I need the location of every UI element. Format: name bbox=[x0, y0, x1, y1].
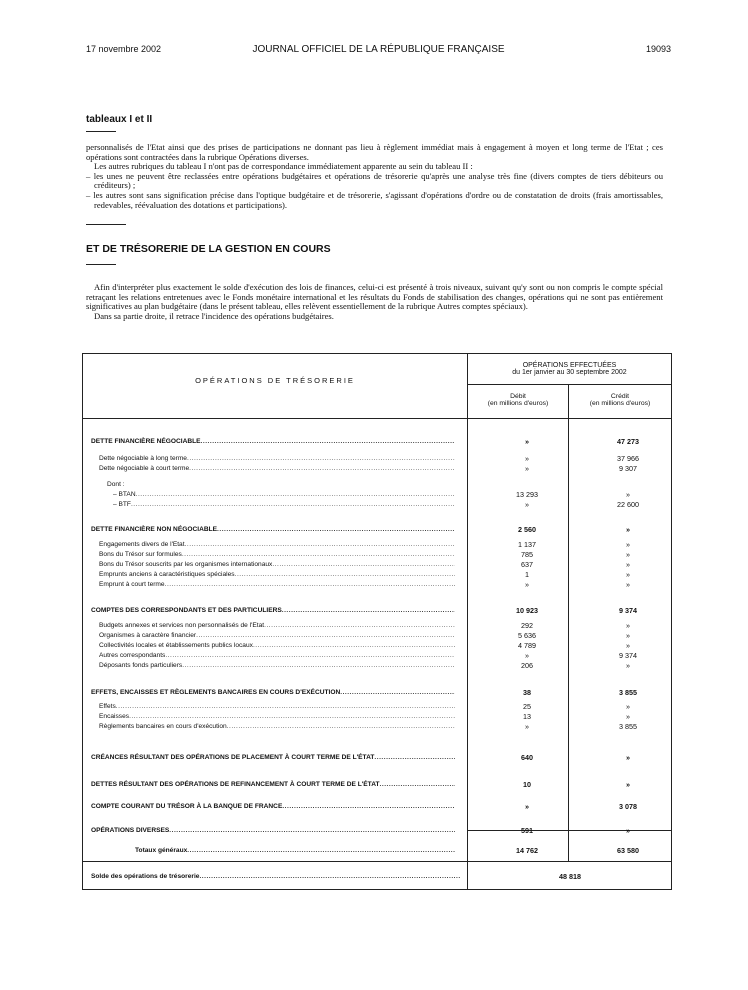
row-debit: » bbox=[525, 802, 529, 811]
row-credit: 9 307 bbox=[619, 464, 637, 473]
row-label: CRÉANCES RÉSULTANT DES OPÉRATIONS DE PLACEMENT À COURT TERME DE L'ÉTAT ..... bbox=[91, 753, 455, 763]
table-row bbox=[83, 802, 671, 812]
row-debit: 10 923 bbox=[516, 606, 538, 615]
row-credit: 37 966 bbox=[617, 454, 639, 463]
row-debit: 206 bbox=[521, 661, 533, 670]
treasury-operations-table bbox=[82, 353, 672, 890]
table-row bbox=[83, 480, 671, 490]
table-row bbox=[83, 688, 671, 698]
column-header-credit bbox=[569, 393, 671, 407]
row-credit: » bbox=[626, 560, 630, 569]
row-label: OPÉRATIONS DIVERSES ..... bbox=[91, 826, 455, 836]
solde-label: Solde des opérations de trésorerie ..... bbox=[91, 872, 461, 882]
title-underline bbox=[86, 131, 116, 132]
section1-text bbox=[86, 143, 663, 210]
row-label: Emprunts anciens à caractéristiques spéciales ..... bbox=[99, 570, 455, 580]
section1-paragraph: Les autres rubriques du tableau I n'ont pas de correspondance immédiatement apparente au sein du tableau II : bbox=[94, 161, 473, 172]
table-row bbox=[83, 780, 671, 790]
row-debit: 13 293 bbox=[516, 490, 538, 499]
row-debit: 785 bbox=[521, 550, 533, 559]
section1-bullet: – les autres sont sans signification précise dans l'optique budgétaire et de trésorerie, s'agissant d'opérations d'ordre ou de constatation de droits (frais amortissables, redevables, réévaluation des dotations et participations). bbox=[86, 189, 663, 210]
row-debit: » bbox=[525, 722, 529, 731]
column-header-line: (en millions d'euros) bbox=[487, 400, 549, 407]
row-debit: 2 560 bbox=[518, 525, 536, 534]
header-date: 17 novembre 2002 bbox=[86, 44, 162, 54]
row-debit: 1 bbox=[525, 570, 529, 579]
row-label: DETTES RÉSULTANT DES OPÉRATIONS DE REFINANCEMENT À COURT TERME DE L'ÉTAT ..... bbox=[91, 780, 455, 790]
table-row bbox=[83, 490, 671, 500]
row-label: Encaisses ..... bbox=[99, 712, 455, 722]
table-row bbox=[83, 437, 671, 447]
section2-paragraph: Dans sa partie droite, il retrace l'incidence des opérations budgétaires. bbox=[94, 310, 334, 321]
row-label: Budgets annexes et services non personnalisés de l'Etat ..... bbox=[99, 621, 455, 631]
header-page-number: 19093 bbox=[645, 44, 671, 54]
column-header-line: du 1er janvier au 30 septembre 2002 bbox=[512, 369, 627, 376]
row-label: DETTE FINANCIÈRE NON NÉGOCIABLE ..... bbox=[91, 525, 455, 535]
row-debit: » bbox=[525, 437, 529, 446]
row-debit: 4 789 bbox=[518, 641, 536, 650]
row-label: Dette négociable à court terme ..... bbox=[99, 464, 455, 474]
table-row bbox=[83, 550, 671, 560]
row-label: COMPTE COURANT DU TRÉSOR À LA BANQUE DE FRANCE ..... bbox=[91, 802, 455, 812]
row-credit: » bbox=[626, 621, 630, 630]
row-credit: 9 374 bbox=[619, 606, 637, 615]
row-label: Organismes à caractère financier ..... bbox=[99, 631, 455, 641]
row-credit: » bbox=[626, 490, 630, 499]
table-row bbox=[83, 631, 671, 641]
row-debit: 1 137 bbox=[518, 540, 536, 549]
table-row bbox=[83, 641, 671, 651]
header-divider bbox=[467, 384, 671, 385]
row-credit: 3 855 bbox=[619, 722, 637, 731]
table-row bbox=[83, 464, 671, 474]
section-end-rule bbox=[86, 224, 126, 225]
row-credit: » bbox=[626, 702, 630, 711]
row-label: Emprunt à court terme ..... bbox=[99, 580, 455, 590]
row-credit: » bbox=[626, 753, 630, 762]
header-divider bbox=[83, 418, 671, 419]
row-credit: » bbox=[626, 712, 630, 721]
row-label: Dont : bbox=[107, 481, 125, 488]
row-credit: » bbox=[626, 540, 630, 549]
table-row bbox=[83, 500, 671, 510]
row-debit: 640 bbox=[521, 753, 533, 762]
row-credit: » bbox=[626, 631, 630, 640]
section2-title: ET DE TRÉSORERIE DE LA GESTION EN COURS bbox=[86, 243, 331, 255]
row-credit: » bbox=[626, 580, 630, 589]
row-credit: » bbox=[626, 661, 630, 670]
column-header-debit bbox=[468, 393, 568, 407]
row-debit: 38 bbox=[523, 688, 531, 697]
table-row bbox=[83, 580, 671, 590]
table-row bbox=[83, 621, 671, 631]
table-row bbox=[83, 712, 671, 722]
table-row bbox=[83, 454, 671, 464]
row-label: EFFETS, ENCAISSES ET RÈGLEMENTS BANCAIRES EN COURS D'EXÉCUTION ..... bbox=[91, 688, 455, 698]
table-row bbox=[83, 722, 671, 732]
row-debit: 10 bbox=[523, 780, 531, 789]
row-credit: » bbox=[626, 525, 630, 534]
row-debit: » bbox=[525, 651, 529, 660]
row-credit: 3 855 bbox=[619, 688, 637, 697]
row-credit: 63 580 bbox=[617, 846, 639, 855]
row-debit: » bbox=[525, 464, 529, 473]
table-row bbox=[83, 606, 671, 616]
table-row bbox=[83, 753, 671, 763]
row-credit: » bbox=[626, 641, 630, 650]
row-debit: 5 636 bbox=[518, 631, 536, 640]
row-debit: 13 bbox=[523, 712, 531, 721]
table-row bbox=[83, 560, 671, 570]
row-credit: 47 273 bbox=[617, 437, 639, 446]
table-row bbox=[83, 702, 671, 712]
table-row bbox=[83, 525, 671, 535]
title-underline bbox=[86, 264, 116, 265]
table-row bbox=[83, 826, 671, 836]
row-debit: » bbox=[525, 580, 529, 589]
column-header-line: OPÉRATIONS EFFECTUÉES bbox=[522, 362, 617, 369]
section1-title: tableaux I et II bbox=[86, 114, 153, 125]
row-credit: 9 374 bbox=[619, 651, 637, 660]
section1-bullet: – les unes ne peuvent être reclassées entre opérations budgétaires et opérations de trésorerie qu'après une analyse très fine (divers comptes de tiers débiteurs ou créditeurs) ; bbox=[86, 170, 663, 191]
column-header-line: (en millions d'euros) bbox=[589, 400, 651, 407]
row-debit: 591 bbox=[521, 826, 533, 835]
row-label: – BTF ..... bbox=[113, 500, 455, 510]
column-header-line: Crédit bbox=[610, 393, 630, 400]
column-header-line: Débit bbox=[510, 393, 526, 400]
row-debit: 637 bbox=[521, 560, 533, 569]
row-label: Engagements divers de l'Etat ..... bbox=[99, 540, 455, 550]
row-label: Collectivités locales et établissements publics locaux ..... bbox=[99, 641, 455, 651]
row-credit: » bbox=[626, 570, 630, 579]
row-label: Effets ..... bbox=[99, 702, 455, 712]
row-label: Bons du Trésor souscrits par les organismes internationaux ..... bbox=[99, 560, 455, 570]
row-label: – BTAN ..... bbox=[113, 490, 455, 500]
row-debit: 14 762 bbox=[516, 846, 538, 855]
solde-divider bbox=[83, 861, 671, 862]
row-debit: » bbox=[525, 500, 529, 509]
row-credit: » bbox=[626, 826, 630, 835]
section2-paragraph: Afin d'interpréter plus exactement le solde d'exécution des lois de finances, celui-ci est présenté à trois niveaux, suivant qu'y sont ou non compris le compte spécial retraçant les relations entretenues avec le Fonds monétaire international et les résultats du Fonds de stabilisation des changes, opérations qui ne sont pas entièrement significatives au plan budgétaire (dans le présent tableau, elles relèvent essentiellement de la rubrique Autres comptes spéciaux). bbox=[86, 282, 663, 312]
column-header-operations-effectuees bbox=[468, 362, 671, 376]
header-journal-title: JOURNAL OFFICIEL DE LA RÉPUBLIQUE FRANÇAISE bbox=[252, 44, 505, 55]
row-label: Règlements bancaires en cours d'exécution ..... bbox=[99, 722, 455, 732]
table-row bbox=[83, 651, 671, 661]
row-label: Dette négociable à long terme ..... bbox=[99, 454, 455, 464]
table-row bbox=[83, 570, 671, 580]
row-credit: » bbox=[626, 780, 630, 789]
row-label: Totaux généraux ..... bbox=[135, 846, 455, 856]
row-debit: » bbox=[525, 454, 529, 463]
page-header bbox=[86, 44, 671, 58]
row-label: Bons du Trésor sur formules ..... bbox=[99, 550, 455, 560]
row-label: DETTE FINANCIÈRE NÉGOCIABLE ..... bbox=[91, 437, 455, 447]
column-header-operations: OPÉRATIONS DE TRÉSORERIE bbox=[195, 376, 355, 385]
row-label: Autres correspondants ..... bbox=[99, 651, 455, 661]
solde-value: 48 818 bbox=[559, 872, 581, 881]
table-row bbox=[83, 846, 671, 856]
section1-paragraph: personnalisés de l'Etat ainsi que des prises de participations ne donnant pas lieu à règlement immédiat mais à engagement à moyen et long terme de l'Etat ; ces opérations sont contractées dans la rubrique Opérations diverses. bbox=[86, 142, 663, 162]
row-credit: 22 600 bbox=[617, 500, 639, 509]
row-label: Déposants fonds particuliers ..... bbox=[99, 661, 455, 671]
row-credit: » bbox=[626, 550, 630, 559]
table-row bbox=[83, 661, 671, 671]
row-debit: 292 bbox=[521, 621, 533, 630]
row-credit: 3 078 bbox=[619, 802, 637, 811]
row-debit: 25 bbox=[523, 702, 531, 711]
row-label: COMPTES DES CORRESPONDANTS ET DES PARTICULIERS ..... bbox=[91, 606, 455, 616]
section2-text bbox=[86, 283, 663, 321]
table-row bbox=[83, 540, 671, 550]
